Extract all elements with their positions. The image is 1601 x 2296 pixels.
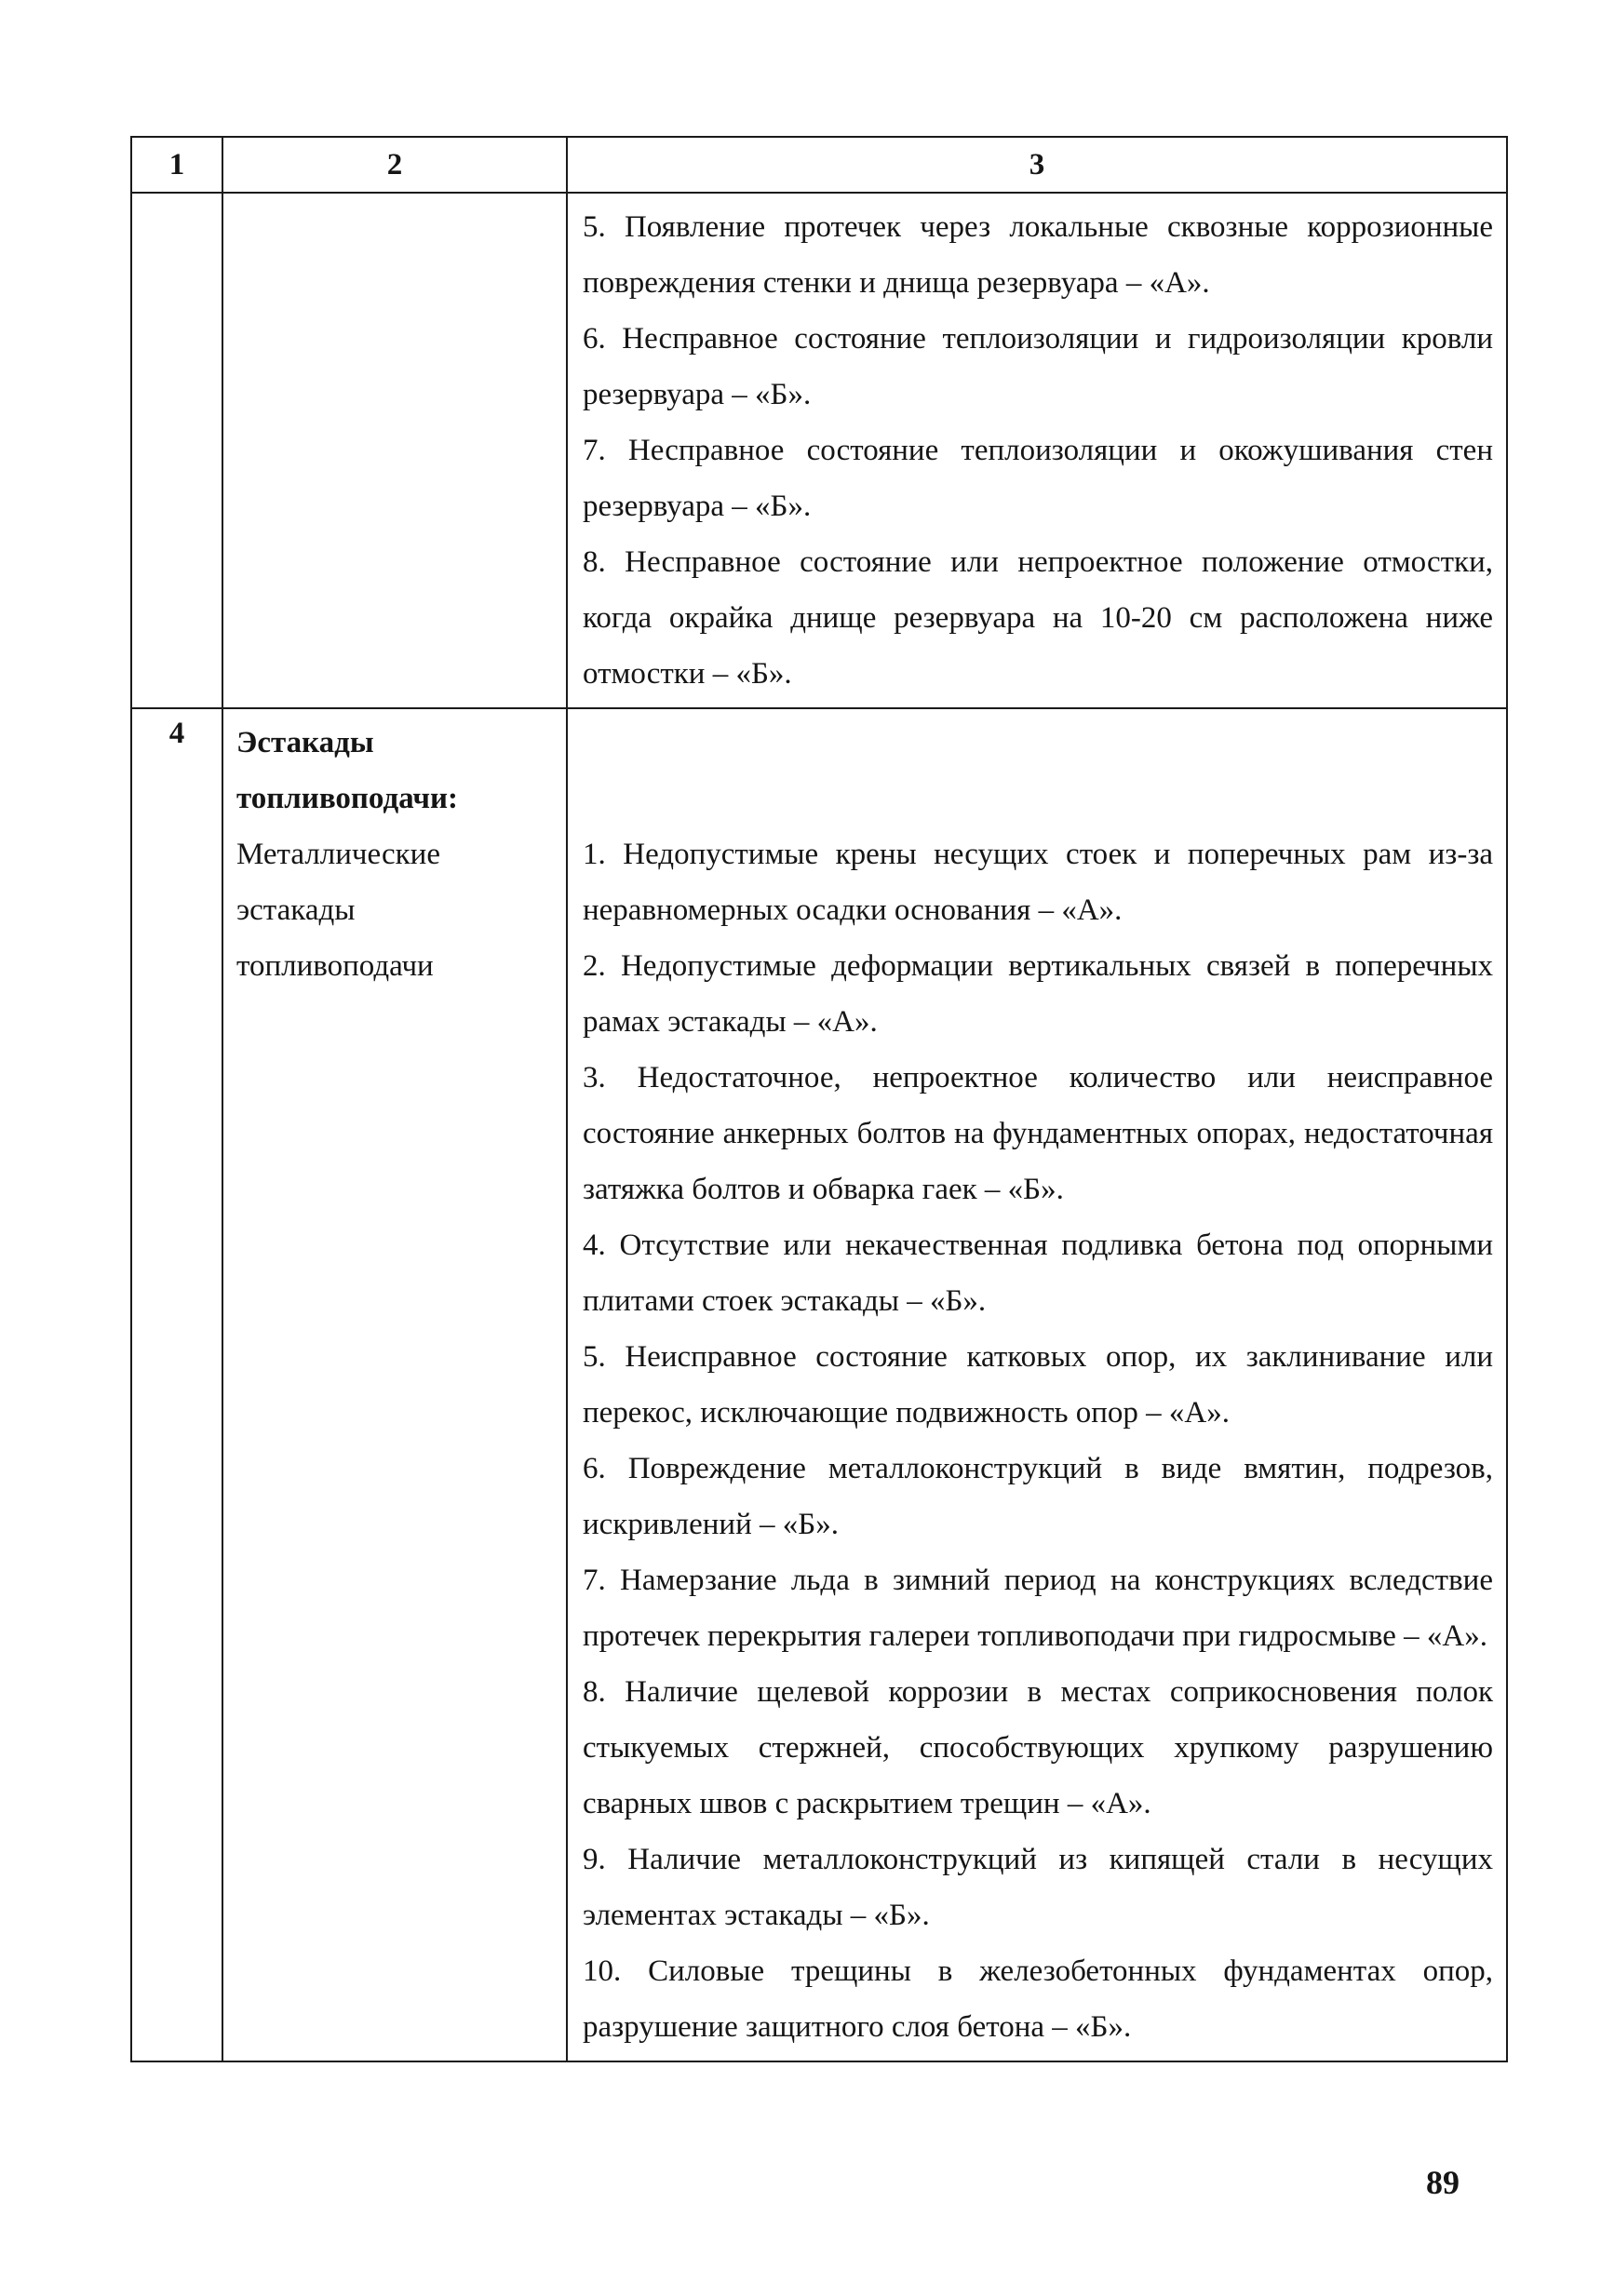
defect-item: 6. Несправное состояние теплоизоляции и гидроизоляции кровли резервуара – «Б». [583, 322, 1493, 411]
object-subtitle: топливоподачи [236, 949, 434, 983]
object-title: Эстакады [236, 726, 374, 759]
object-subtitle: Металлические [236, 838, 440, 871]
row-number-cell [131, 193, 222, 708]
defect-item: 9. Наличие металлоконструкций из кипящей стали в несущих элементах эстакады – «Б». [583, 1843, 1493, 1932]
defect-item: 4. Отсутствие или некачественная подливка бетона под опорными плитами стоек эстакады – «Б». [583, 1229, 1493, 1318]
column-header-1: 1 [131, 137, 222, 193]
object-subtitle: эстакады [236, 893, 356, 927]
column-header-2: 2 [222, 137, 567, 193]
page-number: 89 [1426, 2164, 1460, 2201]
table-row [131, 193, 1507, 708]
defect-item: 10. Силовые трещины в железобетонных фундаментах опор, разрушение защитного слоя бетона – «Б». [583, 1954, 1493, 2044]
requirements-table [130, 136, 1508, 2062]
column-header-3: 3 [567, 137, 1507, 193]
defect-item: 5. Неисправное состояние катковых опор, их заклинивание или перекос, исключающие подвижность опор – «А». [583, 1340, 1493, 1430]
object-title: топливоподачи: [236, 782, 458, 815]
defect-item: 1. Недопустимые крены несущих стоек и поперечных рам из-за неравномерных осадки основания – «А». [583, 838, 1493, 927]
defect-item: 5. Появление протечек через локальные сквозные коррозионные повреждения стенки и днища резервуара – «А». [583, 210, 1493, 300]
defect-item: 6. Повреждение металлоконструкций в виде вмятин, подрезов, искривлений – «Б». [583, 1452, 1493, 1541]
table-row [131, 708, 1507, 2061]
defects-cell [567, 193, 1507, 708]
defect-item: 3. Недостаточное, непроектное количество или неисправное состояние анкерных болтов на фундаментных опорах, недостаточная затяжка болтов и обварка гаек – «Б». [583, 1061, 1493, 1206]
row-number-cell: 4 [131, 708, 222, 2061]
defect-item: 7. Намерзание льда в зимний период на конструкциях вследствие протечек перекрытия галереи топливоподачи при гидросмыве – «А». [583, 1564, 1493, 1653]
defect-item: 7. Несправное состояние теплоизоляции и окожушивания стен резервуара – «Б». [583, 434, 1493, 523]
table-header-row [131, 137, 1507, 193]
object-cell [222, 708, 567, 2061]
defect-item: 8. Наличие щелевой коррозии в местах соприкосновения полок стыкуемых стержней, способствующих хрупкому разрушению сварных швов с раскрытием трещин – «А». [583, 1675, 1493, 1820]
object-cell [222, 193, 567, 708]
defect-item: 2. Недопустимые деформации вертикальных связей в поперечных рамах эстакады – «А». [583, 949, 1493, 1039]
defect-item: 8. Несправное состояние или непроектное положение отмостки, когда окрайка днище резервуара на 10-20 см расположена ниже отмостки – «Б». [583, 545, 1493, 691]
defects-cell [567, 708, 1507, 2061]
